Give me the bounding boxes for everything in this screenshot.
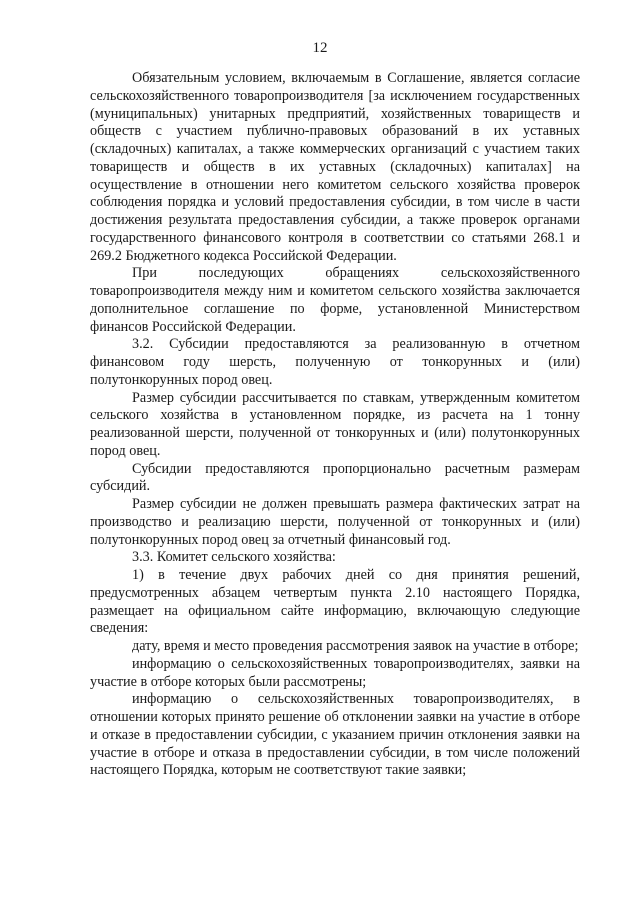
paragraph: Размер субсидии рассчитывается по ставкам, утвержденным комитетом сельского хозяйства в установленном порядке, из расчета на 1 тонну реализованной шерсти, полученной от тонкорунных и (или) полутонкорунных пород овец. [90, 389, 580, 459]
paragraph: дату, время и место проведения рассмотрения заявок на участие в отборе; [132, 638, 579, 654]
paragraph: информацию о сельскохозяйственных товаропроизводителях, в отношении которых принято решение об отклонении заявки на участие в отборе и отказе в предоставлении субсидии, с указанием причин отклонения заявки на участие в отборе и отказа в предоставлении субсидии, в том числе положений настоящего Порядка, которым не соответствуют такие заявки; [90, 691, 580, 779]
paragraph: 1) в течение двух рабочих дней со дня принятия решений, предусмотренных абзацем четвертым пункта 2.10 настоящего Порядка, размещает на официальном сайте информацию, включающую следующие сведения: [90, 567, 580, 637]
paragraph: Субсидии предоставляются пропорционально расчетным размерам субсидий. [90, 460, 580, 495]
paragraph: Размер субсидии не должен превышать размера фактических затрат на производство и реализацию шерсти, полученной от тонкорунных и (или) полутонкорунных пород овец за отчетный финансовый год. [90, 496, 580, 548]
paragraph: Обязательным условием, включаемым в Соглашение, является согласие сельскохозяйственного товаропроизводителя [за исключением государственных (муниципальных) унитарных предприятий, хозяйственных товариществ и обществ с участием публично-правовых образований в их уставных (складочных) капиталах, а также коммерческих организаций с участием таких товариществ и обществ в их уставных (складочных) капиталах] на осуществление в отношении него комитетом сельского хозяйства проверок соблюдения порядка и условий предоставления субсидии, в том числе в части достижения результата предоставления субсидии, а также проверок органами государственного финансового контроля в соответствии со статьями 268.1 и 269.2 Бюджетного кодекса Российской Федерации. [90, 70, 580, 264]
paragraph: информацию о сельскохозяйственных товаропроизводителях, заявки на участие в отборе которых были рассмотрены; [90, 655, 580, 690]
paragraph: 3.2. Субсидии предоставляются за реализованную в отчетном финансовом году шерсть, полученную от тонкорунных и (или) полутонкорунных пород овец. [90, 336, 580, 388]
document-body [90, 70, 580, 780]
paragraph: 3.3. Комитет сельского хозяйства: [132, 549, 336, 566]
page-number: 12 [312, 40, 328, 56]
paragraph: При последующих обращениях сельскохозяйственного товаропроизводителя между ним и комитетом сельского хозяйства заключается дополнительное соглашение по форме, установленной Министерством финансов Российской Федерации. [90, 265, 580, 335]
